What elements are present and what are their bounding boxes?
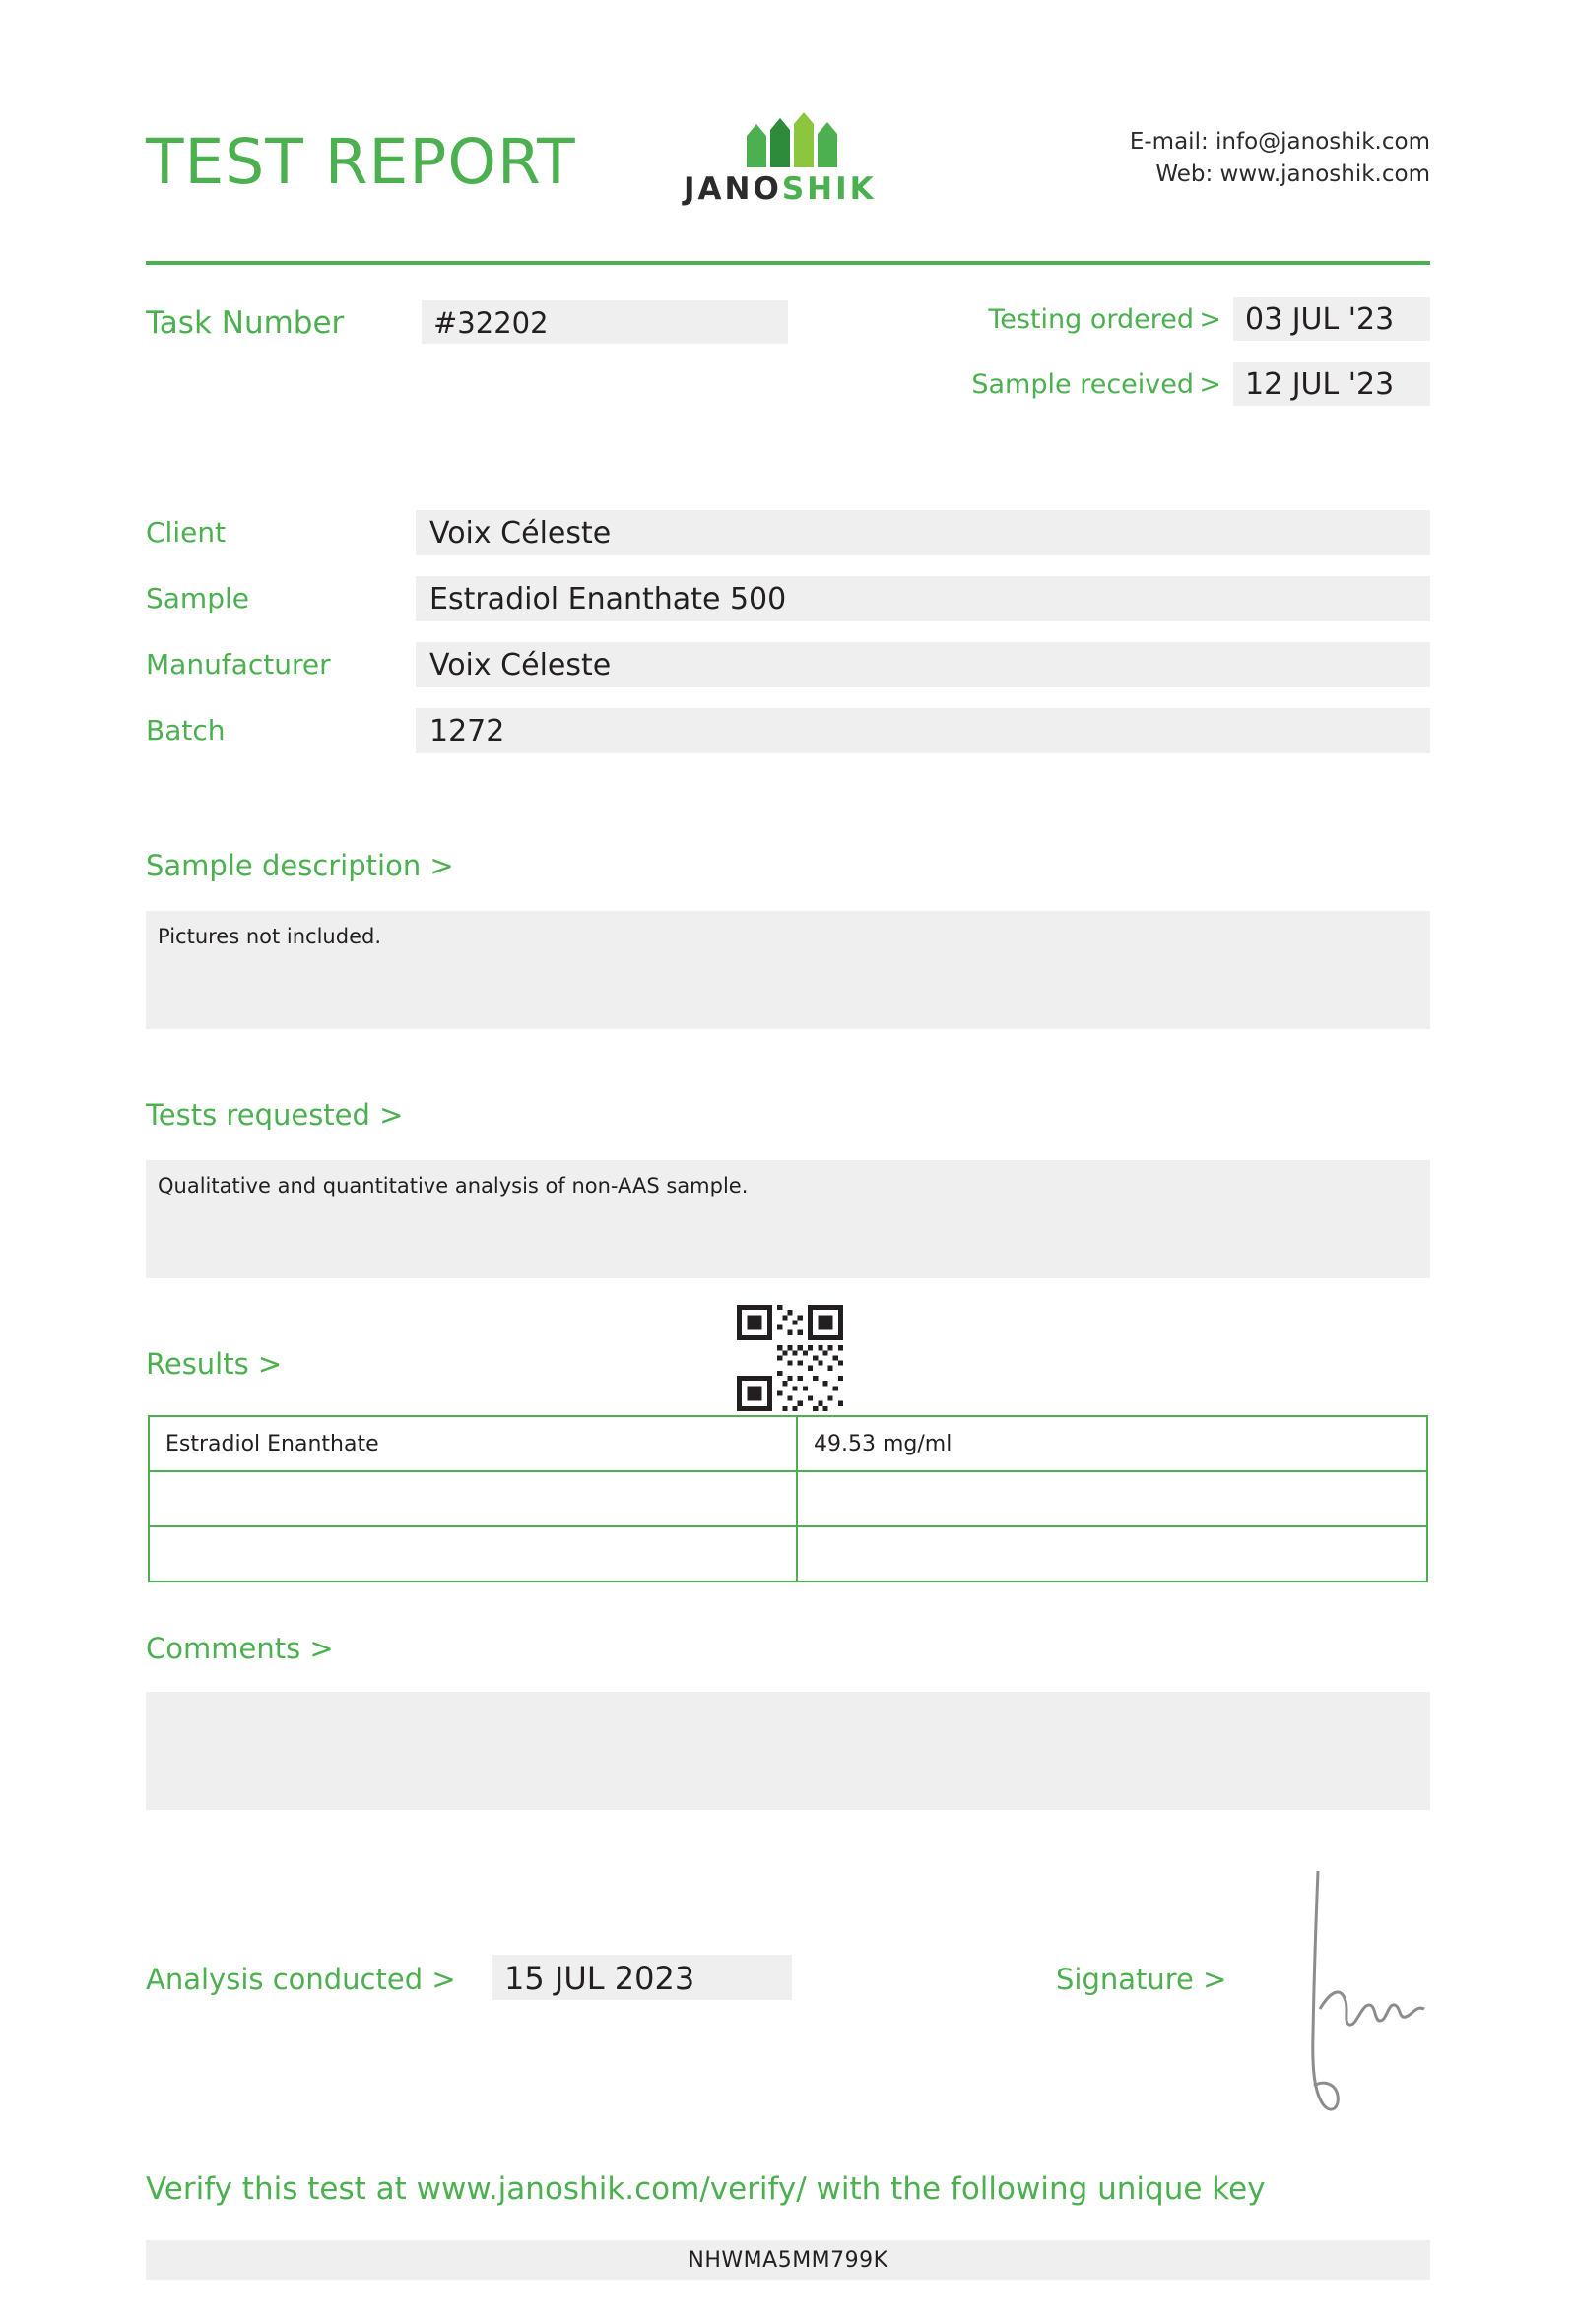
field-client-value: Voix Céleste bbox=[416, 510, 1430, 555]
result-substance bbox=[149, 1471, 797, 1526]
testing-ordered-arrow: > bbox=[1199, 304, 1221, 335]
signature-label: Signature > bbox=[1056, 1963, 1227, 1996]
sample-received-label: Sample received bbox=[971, 369, 1194, 400]
contact-block bbox=[1130, 126, 1430, 192]
unique-key: NHWMA5MM799K bbox=[146, 2240, 1430, 2280]
janoshik-logo bbox=[678, 108, 934, 226]
sample-received-value: 12 JUL '23 bbox=[1233, 362, 1430, 406]
testing-ordered-row bbox=[879, 297, 1430, 345]
field-batch bbox=[146, 708, 1430, 753]
dates-block bbox=[879, 297, 1430, 427]
field-sample-label: Sample bbox=[146, 582, 249, 614]
table-row bbox=[149, 1416, 1427, 1471]
table-row bbox=[149, 1526, 1427, 1582]
task-number-value: #32202 bbox=[422, 300, 788, 344]
result-amount: 49.53 mg/ml bbox=[797, 1416, 1427, 1471]
logo-mountain-icon bbox=[737, 110, 855, 171]
field-manufacturer-value: Voix Céleste bbox=[416, 642, 1430, 687]
field-client bbox=[146, 510, 1430, 555]
results-title: Results > bbox=[146, 1347, 283, 1381]
field-manufacturer-label: Manufacturer bbox=[146, 648, 331, 680]
qr-code-icon bbox=[737, 1305, 843, 1411]
analysis-conducted-label: Analysis conducted > bbox=[146, 1963, 456, 1996]
logo-wordmark-green: SHIK bbox=[781, 171, 877, 207]
sample-description-box: Pictures not included. bbox=[146, 911, 1430, 1029]
sample-received-row bbox=[879, 362, 1430, 410]
info-fields bbox=[146, 510, 1430, 774]
field-sample bbox=[146, 576, 1430, 621]
testing-ordered-label: Testing ordered bbox=[988, 304, 1194, 335]
tests-requested-title: Tests requested > bbox=[146, 1098, 404, 1131]
page-title: TEST REPORT bbox=[146, 126, 576, 198]
sample-description-title: Sample description > bbox=[146, 849, 454, 882]
field-batch-label: Batch bbox=[146, 714, 226, 746]
contact-web: Web: www.janoshik.com bbox=[1155, 161, 1430, 188]
comments-title: Comments > bbox=[146, 1632, 334, 1665]
results-table bbox=[148, 1415, 1428, 1582]
field-manufacturer bbox=[146, 642, 1430, 687]
sample-received-arrow: > bbox=[1199, 369, 1221, 400]
field-sample-value: Estradiol Enanthate 500 bbox=[416, 576, 1430, 621]
comments-box bbox=[146, 1692, 1430, 1810]
result-substance bbox=[149, 1526, 797, 1582]
result-substance: Estradiol Enanthate bbox=[149, 1416, 797, 1471]
report-header bbox=[146, 108, 1430, 226]
signature-icon bbox=[1280, 1861, 1458, 2117]
testing-ordered-value: 03 JUL '23 bbox=[1233, 297, 1430, 341]
tests-requested-box: Qualitative and quantitative analysis of non-AAS sample. bbox=[146, 1160, 1430, 1278]
field-client-label: Client bbox=[146, 516, 227, 549]
table-row bbox=[149, 1471, 1427, 1526]
contact-email: E-mail: info@janoshik.com bbox=[1129, 129, 1430, 155]
verify-text: Verify this test at www.janoshik.com/verify/ with the following unique key bbox=[146, 2171, 1266, 2207]
analysis-conducted-value: 15 JUL 2023 bbox=[492, 1955, 792, 2000]
result-amount bbox=[797, 1471, 1427, 1526]
field-batch-value: 1272 bbox=[416, 708, 1430, 753]
logo-wordmark-dark: JANO bbox=[684, 171, 782, 207]
result-amount bbox=[797, 1526, 1427, 1582]
logo-wordmark bbox=[684, 171, 877, 207]
task-number-label: Task Number bbox=[146, 305, 345, 341]
header-divider bbox=[146, 261, 1430, 265]
